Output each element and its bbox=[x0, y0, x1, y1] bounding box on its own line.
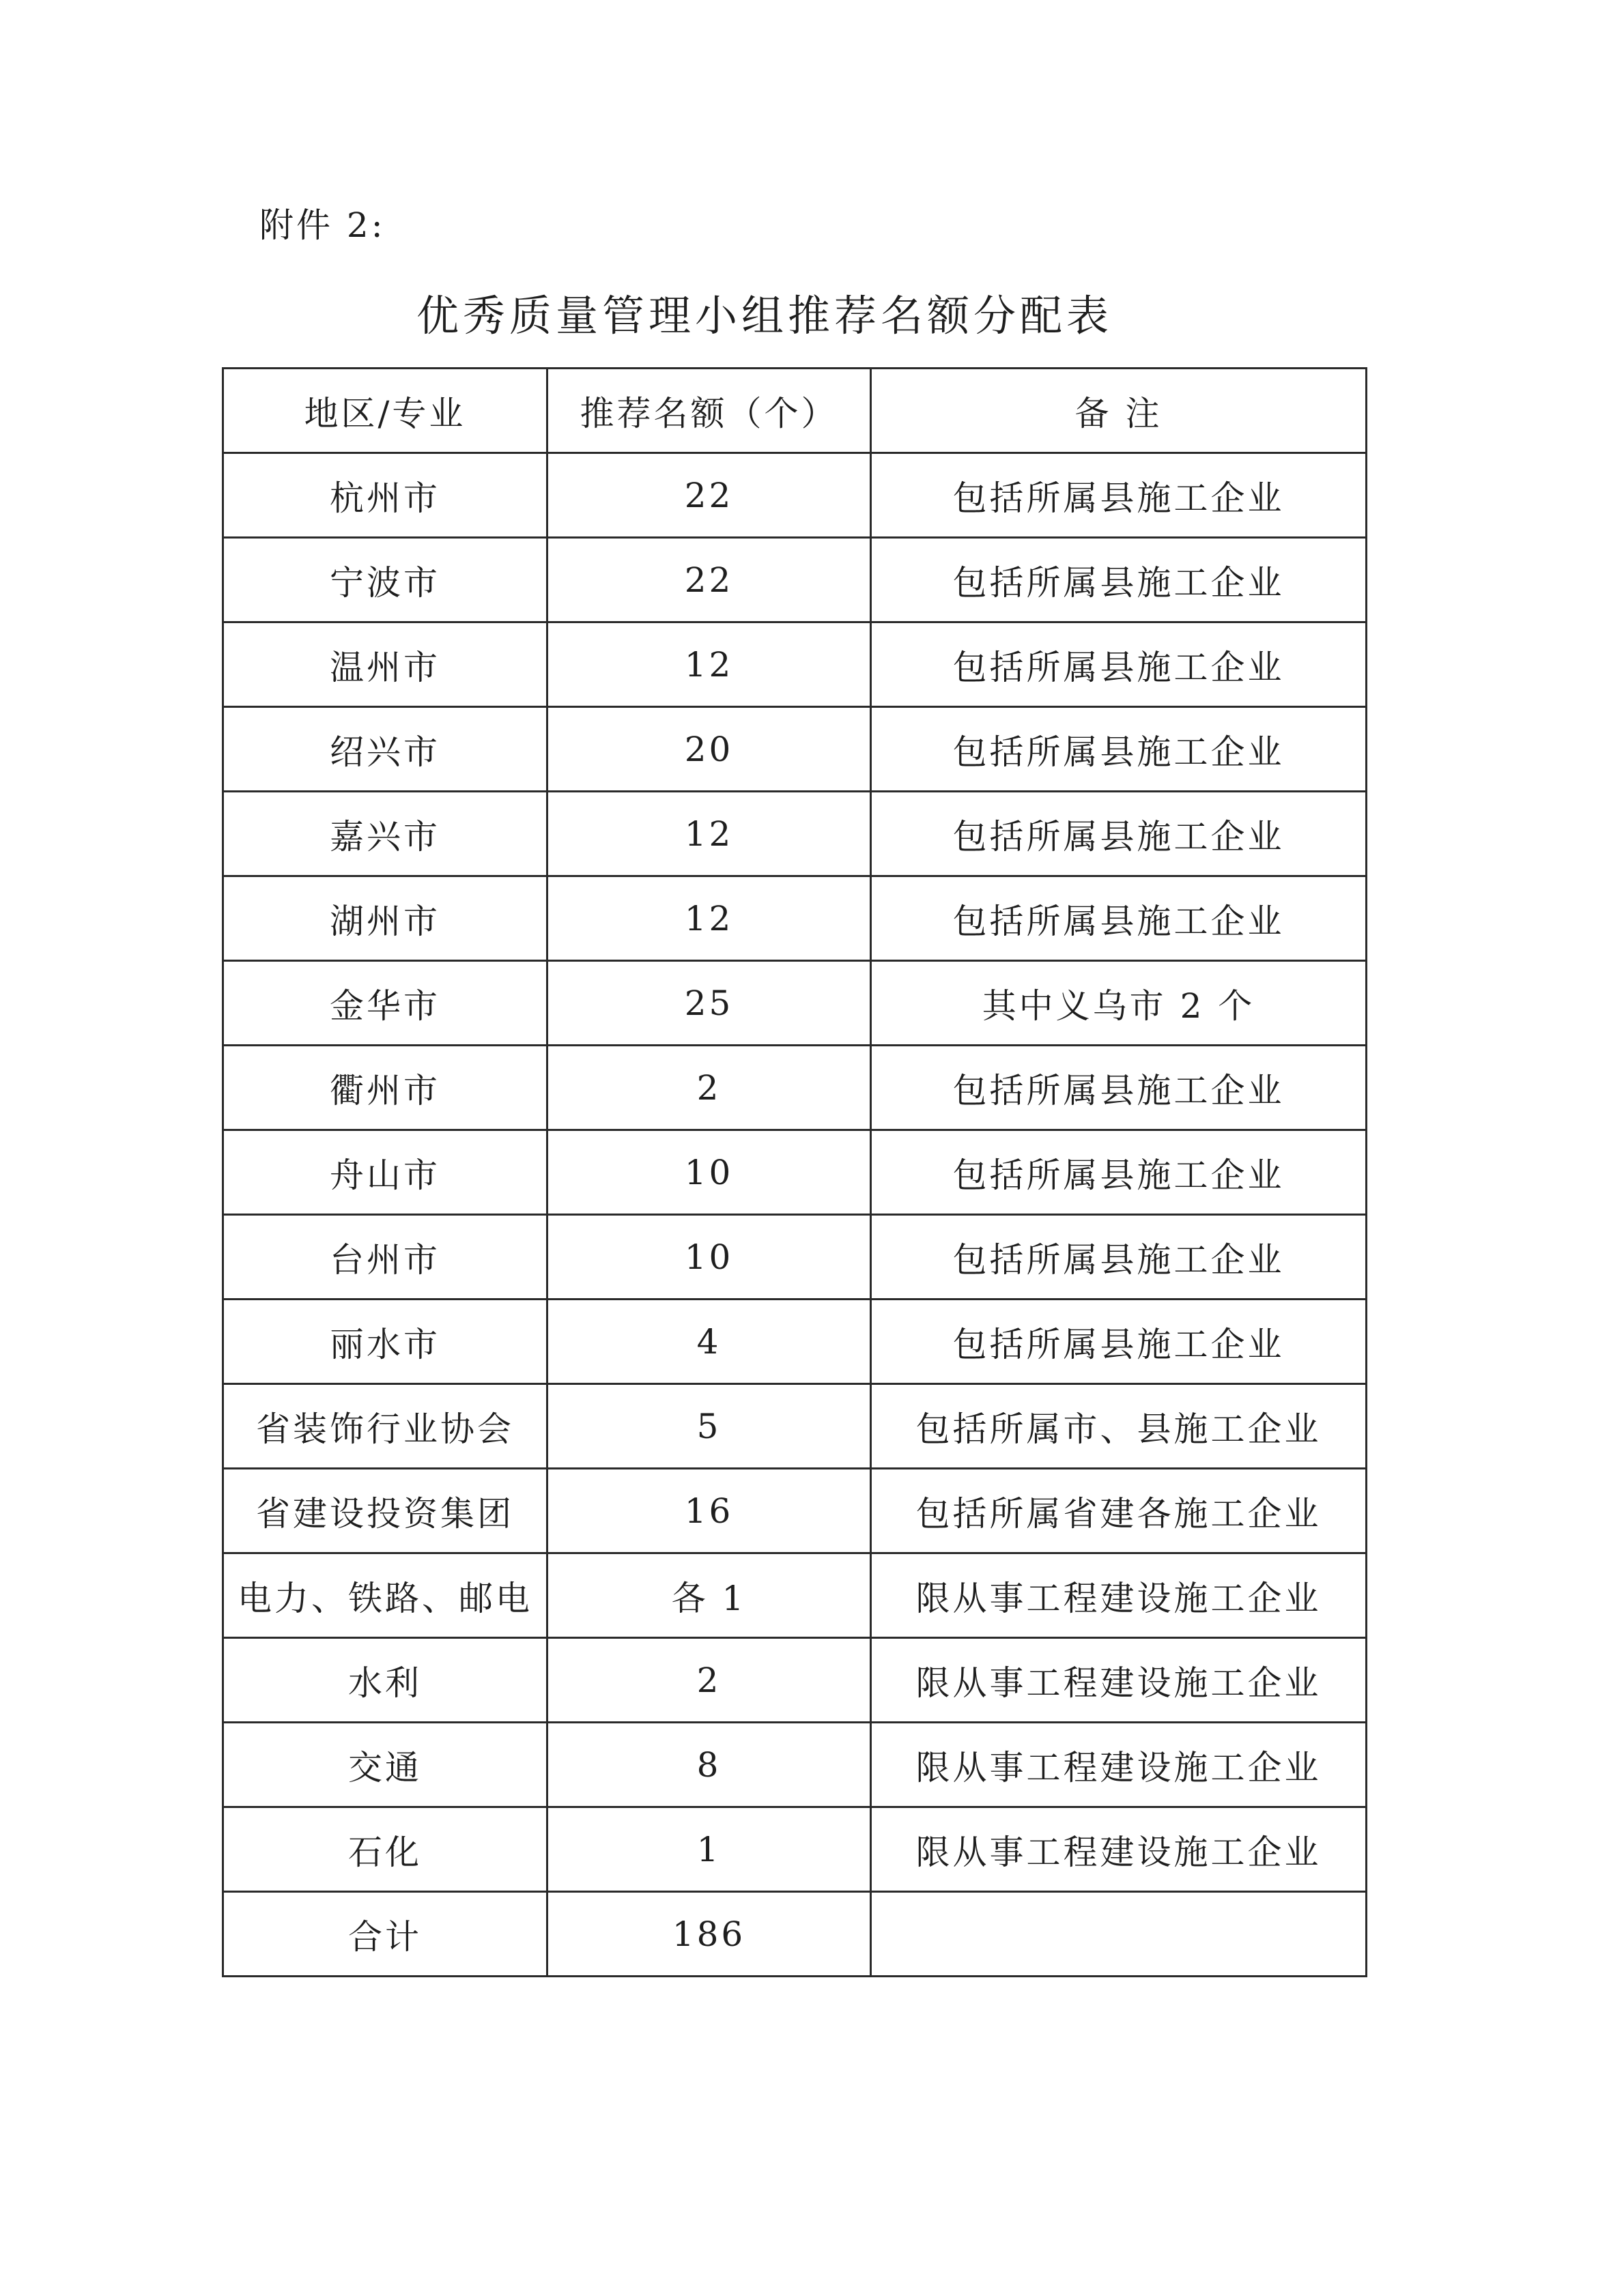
cell-region: 省装饰行业协会 bbox=[223, 1384, 547, 1469]
cell-note: 包括所属县施工企业 bbox=[871, 1130, 1367, 1215]
cell-quota: 12 bbox=[547, 622, 871, 707]
cell-region: 嘉兴市 bbox=[223, 792, 547, 876]
cell-region: 水利 bbox=[223, 1638, 547, 1723]
table-row bbox=[223, 961, 1367, 1046]
table-row bbox=[223, 1215, 1367, 1300]
cell-quota: 2 bbox=[547, 1046, 871, 1130]
cell-note: 包括所属县施工企业 bbox=[871, 1300, 1367, 1384]
table-row bbox=[223, 1469, 1367, 1553]
table-row bbox=[223, 1300, 1367, 1384]
cell-region: 金华市 bbox=[223, 961, 547, 1046]
column-header-note: 备 注 bbox=[871, 369, 1367, 453]
table-row bbox=[223, 1638, 1367, 1723]
cell-note: 包括所属县施工企业 bbox=[871, 707, 1367, 792]
cell-note bbox=[871, 1892, 1367, 1977]
cell-note: 限从事工程建设施工企业 bbox=[871, 1807, 1367, 1892]
table-row bbox=[223, 453, 1367, 538]
cell-note: 包括所属县施工企业 bbox=[871, 792, 1367, 876]
table-row bbox=[223, 792, 1367, 876]
cell-note: 包括所属省建各施工企业 bbox=[871, 1469, 1367, 1553]
cell-quota: 22 bbox=[547, 538, 871, 622]
cell-quota: 12 bbox=[547, 876, 871, 961]
cell-quota: 10 bbox=[547, 1215, 871, 1300]
cell-quota: 4 bbox=[547, 1300, 871, 1384]
quota-allocation-table bbox=[222, 367, 1367, 1977]
cell-quota: 16 bbox=[547, 1469, 871, 1553]
cell-note: 包括所属县施工企业 bbox=[871, 622, 1367, 707]
cell-quota: 22 bbox=[547, 453, 871, 538]
cell-note: 限从事工程建设施工企业 bbox=[871, 1723, 1367, 1807]
cell-region: 电力、铁路、邮电 bbox=[223, 1553, 547, 1638]
cell-region: 湖州市 bbox=[223, 876, 547, 961]
cell-quota: 2 bbox=[547, 1638, 871, 1723]
cell-note: 包括所属县施工企业 bbox=[871, 538, 1367, 622]
table-row bbox=[223, 1384, 1367, 1469]
cell-region: 绍兴市 bbox=[223, 707, 547, 792]
cell-quota: 25 bbox=[547, 961, 871, 1046]
cell-quota: 10 bbox=[547, 1130, 871, 1215]
cell-region: 交通 bbox=[223, 1723, 547, 1807]
cell-note: 包括所属县施工企业 bbox=[871, 1046, 1367, 1130]
cell-quota: 各 1 bbox=[547, 1553, 871, 1638]
column-header-quota: 推荐名额（个） bbox=[547, 369, 871, 453]
cell-region: 宁波市 bbox=[223, 538, 547, 622]
page-title: 优秀质量管理小组推荐名额分配表 bbox=[416, 291, 1113, 341]
cell-quota: 8 bbox=[547, 1723, 871, 1807]
cell-region: 舟山市 bbox=[223, 1130, 547, 1215]
table-row bbox=[223, 707, 1367, 792]
cell-note: 其中义乌市 2 个 bbox=[871, 961, 1367, 1046]
cell-region: 台州市 bbox=[223, 1215, 547, 1300]
table-body bbox=[223, 453, 1367, 1977]
cell-region: 衢州市 bbox=[223, 1046, 547, 1130]
table-row bbox=[223, 1892, 1367, 1977]
cell-quota: 20 bbox=[547, 707, 871, 792]
cell-quota: 1 bbox=[547, 1807, 871, 1892]
table-row bbox=[223, 1723, 1367, 1807]
table-row bbox=[223, 1130, 1367, 1215]
cell-region: 温州市 bbox=[223, 622, 547, 707]
table-row bbox=[223, 622, 1367, 707]
cell-note: 包括所属县施工企业 bbox=[871, 876, 1367, 961]
cell-note: 包括所属市、县施工企业 bbox=[871, 1384, 1367, 1469]
cell-note: 限从事工程建设施工企业 bbox=[871, 1638, 1367, 1723]
table-header-row bbox=[223, 369, 1367, 453]
cell-region: 省建设投资集团 bbox=[223, 1469, 547, 1553]
cell-note: 限从事工程建设施工企业 bbox=[871, 1553, 1367, 1638]
cell-note: 包括所属县施工企业 bbox=[871, 453, 1367, 538]
cell-quota: 12 bbox=[547, 792, 871, 876]
table-row bbox=[223, 876, 1367, 961]
cell-region: 丽水市 bbox=[223, 1300, 547, 1384]
cell-region: 石化 bbox=[223, 1807, 547, 1892]
table-row bbox=[223, 1046, 1367, 1130]
table-row bbox=[223, 1807, 1367, 1892]
table-row bbox=[223, 538, 1367, 622]
column-header-region: 地区/专业 bbox=[223, 369, 547, 453]
attachment-label: 附件 2: bbox=[259, 205, 386, 245]
cell-quota: 186 bbox=[547, 1892, 871, 1977]
table-row bbox=[223, 1553, 1367, 1638]
cell-note: 包括所属县施工企业 bbox=[871, 1215, 1367, 1300]
cell-quota: 5 bbox=[547, 1384, 871, 1469]
cell-region: 合计 bbox=[223, 1892, 547, 1977]
cell-region: 杭州市 bbox=[223, 453, 547, 538]
